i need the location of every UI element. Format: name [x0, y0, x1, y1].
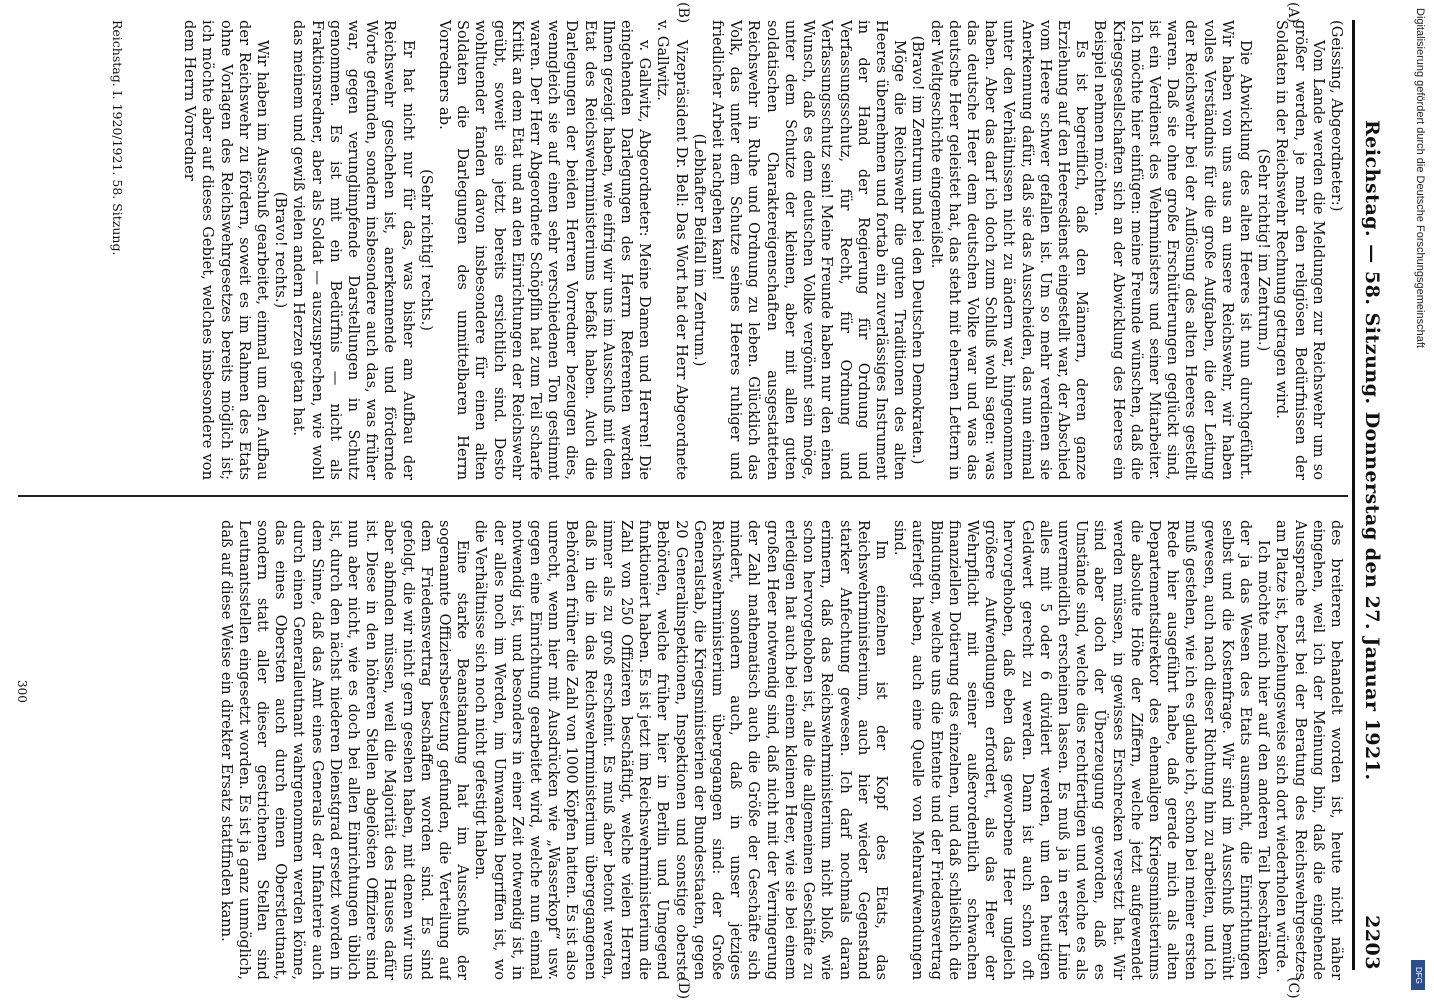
credit-text: Digitalisierung gefördert durch die Deutsche Forschungsgemeinschaft — [1414, 8, 1426, 348]
column-divider — [18, 495, 1348, 497]
paragraph: Die Abwicklung des alten Heeres ist nun durchgeführt. Wir haben von uns aus an unsere Reichswehr, wir haben volles Verständnis für die große Aufgaben, die der Leitung der Reichswehr bei der Auflösung des alten Heeres gestellt waren. Daß sie ohne große Erschütterungen geglückt sind, ist ein Verdienst des Wehrministers und seiner Mitarbeiter. Ich möchte hier einfügen: meine Freunde wünschen, daß die Kriegsgesellschaften sich an der Abwicklung des Heeres ein Beispiel nehmen möchten. — [1091, 20, 1254, 480]
page-footer: Reichstag. I. 1920/1921. 58. Sitzung. — [110, 20, 125, 256]
paragraph: Eine starke Beanstandung hat im Ausschuß der sogenannte Offiziersbesetzung gefunden, die Verteilung auf dem Friedensvertrag beschaffen worden sind. Es sind gefolgt, die wir nicht gern gesehen haben, mit denen wir uns aber abfinden müssen, weil die Majorität des Hauses dafür ist. Diese in den höheren Stellen abgelösten Offiziere sind nun aber nicht, wie es doch bei allen Einrichtungen üblich ist, durch den nächst niederen Dienstgrad ersetzt worden in dem Sinne, daß das Amt eines Generals der Infanterie auch durch einen Generalleutnant wahrgenommen werden könne, das eines Obersten auch durch einen Oberstleutnant, sondern statt aller dieser gestrichenen Stellen sind Leutnantsstellen eingesetzt worden. Es ist ja ganz unmöglich, daß auf diese Weise ein direkter Ersatz stattfinden kann. — [217, 520, 472, 980]
paragraph: Vom Lande werden die Meldungen zur Reichswehr um so größer werden, je mehr den religiösen Bedürfnissen der Soldaten in der Reichswehr Rechnung getragen wird. — [1273, 20, 1327, 480]
paragraph: v. Gallwitz, Abgeordneter: Meine Damen und Herren! Die eingehenden Darlegungen des Herrn Referenten werden Ihnen gezeigt haben, wie eifrig wir uns im Ausschuß mit dem Etat des Reichswehrministeriums befaßt haben. Auch die Darlegungen der beiden Herren Vorredner bezeugen dies, wenngleich sie auf einen sehr verschiedenen Ton gestimmt waren. Der Herr Abgeordnete Schöpflin hat zum Teil scharfe Kritik an dem Etat und an den Einrichtungen der Reichswehr geübt, soweit sie jetzt bereits ersichtlich sind. Desto wohltuender fanden davon insbesondere für einen alten Soldaten die Darlegungen des unmittelbaren Herrn Vorredners ab. — [436, 20, 654, 480]
paragraph: Er hat nicht nur für das, was bisher am Aufbau der Reichswehr geschehen ist, anerkennende und fördernde Worte gefunden, sondern insbesondere auch das, was früher war, gegen verunglimpfende Darstellungen in Schutz genommen. Es ist mit ein Bedürfnis — nicht als Fraktionsredner, aber als Soldat — auszusprechen, wie wohl das meinem und gewiß vielen andern Herzen getan hat. — [290, 20, 417, 480]
interjection: (Sehr richtig! rechts.) — [417, 169, 435, 331]
header-rule — [1352, 20, 1355, 970]
paragraph: Es ist begreiflich, daß den Männern, deren ganze Erziehung auf den Heeresdienst eingestellt war, der Abschied vom Heere schwer gefallen ist. Um so mehr verdienen sie Anerkennung dafür, daß sie das Ausscheiden, das nun einmal unter den Verhältnissen nicht zu ändern war, hingenommen haben. Aber das darf ich doch zum Schluß wohl sagen: was das deutsche Heer dem deutschen Volke war und was das deutsche Heer geleistet hat, das steht mit ehernen Lettern in der Weltgeschichte eingemeißelt. — [927, 20, 1091, 480]
interjection: (Bravo! rechts.) — [272, 191, 290, 309]
margin-mark-c: (C) — [1285, 977, 1301, 999]
interjection: (Bravo! im Zentrum und bei den Deutschen Demokraten.) — [909, 35, 927, 465]
dfg-logo-icon: DFG — [1411, 960, 1425, 990]
left-column — [30, 20, 1345, 480]
side-credit — [1410, 8, 1426, 992]
page-header — [1355, 20, 1385, 970]
paragraph: Möge die Reichswehr die guten Traditionen des alten Heeres übernehmen und fortab ein zuverlässiges Instrument in der Hand der Regierung für Ordnung und Verfassungsschutz, für Recht, für Ordnung und Verfassungsschutz sein! Meine Freunde haben nur den einen Wunsch, daß es dem deutschen Volke vergönnt sein möge, unter dem Schutze der kleinen, aber mit allen guten soldatischen Charaktereigenschaften ausgestatteten Reichswehr in Ruhe und Ordnung zu leben. Glücklich das Volk, das unter dem Schutze seines Heeres ruhiger und friedlicher Arbeit nachgehen kann! — [709, 20, 909, 480]
margin-mark-d: (D) — [675, 977, 691, 1000]
header-page-number: 2203 — [1361, 915, 1383, 970]
right-column — [30, 520, 1345, 980]
interjection: (Lebhafter Beifall im Zentrum.) — [690, 133, 708, 367]
paragraph: Wir haben im Ausschuß gearbeitet, einmal um den Aufbau der Reichswehr zu fördern, soweit es im Rahmen des Etats ohne Vorlagen des Reichswehrgesetzes bereits möglich ist; ich möchte aber auf dieses Gebiet, welches insbesondere von dem Herrn Vorredner — [181, 20, 272, 480]
paragraph: des breiteren behandelt worden ist, heute nicht näher eingehen, weil ich der Meinung bin, daß die eingehende Aussprache erst bei der Beratung des Reichswehrgesetzes am Platze ist, beziehungsweise sich dort wiederholen würde. — [1273, 520, 1345, 980]
margin-mark-a: (A) — [1285, 2, 1301, 24]
paragraph: (Geissing, Abgeordneter:) — [1328, 20, 1345, 212]
paragraph: Im einzelnen ist der Kopf des Etats, das Reichswehrministerium, auch hier wieder Gegenstand starker Anfechtung gewesen. Ich darf nochmals daran erinnern, daß das Reichswehrministerium nicht bloß, wie schon hervorgehoben ist, alle die allgemeinen Geschäfte zu erledigen hat auch bei einem kleinen Heer, wie sie bei einem großen Heer notwendig sind, daß nicht mit der Verringerung der Zahl mathematisch auch die Größe der Geschäfte sich mindert, sondern auch, daß in unser jetziges Reichswehrministerium übergegangen sind: der Große Generalstab, die Kriegsministerien der Bundesstaaten, gegen 20 Generalinspektionen, Inspektionen und sonstige oberste Behörden, welche früher hier in Berlin und Umgegend funktioniert haben. Es ist jetzt im Reichswehrministerium die Zahl von 250 Offizieren beschäftigt, welche vielen Herren immer als zu groß erscheint. Es muß aber betont werden, daß in die in das Reichswehrministerium übergegangenen Behörden früher die Zahl von 1000 Köpfen hatten. Es ist also unrecht, wenn hier mit Ausdrücken wie „Wasserkopf“ usw. gegen eine Einrichtung gearbeitet wird, welche nun einmal notwendig ist, und besonders in einer Zeit notwendig ist, in der alles noch im Werden, im Umwandeln begriffen ist, wo die Verhältnisse sich noch nicht gefestigt haben. — [472, 520, 890, 980]
paragraph: Ich möchte mich hier auf den anderen Teil beschränken, der ja das Wesen des Etats ausmacht, die Einrichtungen selbst und die Kostenfrage. Wir sind im Ausschuß bemüht gewesen, auch nach dieser Richtung hin zu arbeiten, und ich muß gestehen, wie ich es glaube ich, schon bei meiner ersten Rede hier ausgeführt habe, daß gerade mich als alten Departementsdirektor des ehemaligen Kriegsministeriums die absolute Höhe der Ziffern, welche jetzt aufgewendet werden müssen, in gewisses Erschrecken versetzt hat. Wir sind aber doch der Überzeugung geworden, daß es Umstände sind, welche dies rechtfertigen und welche es als unvermeidlich erscheinen lassen. Es muß ja in erster Linie alles mit 5 oder 6 dividiert werden, um den heutigen Geldwert gerecht zu werden. Dann ist auch schon oft hervorgehoben, daß eben das geworbene Heer ungleich größere Aufwendungen erfordert, als das Heer der Wehrpflicht mit seiner außerordentlich schwachen finanziellen Dotierung des einzelnen, und daß schließlich die Bindungen, welche uns die Entente und der Friedensvertrag auferlegt haben, auch eine Quelle von Mehraufwendungen sind. — [891, 520, 1273, 980]
interjection: (Sehr richtig! im Zentrum.) — [1255, 148, 1273, 352]
header-title: Reichstag. — 58. Sitzung. Donnerstag den 27. Januar 1921. — [1361, 120, 1383, 781]
paragraph: Vizepräsident Dr. Bell: Das Wort hat der Herr Abgeordnete v. Gallwitz. — [654, 20, 690, 480]
footer-page-number: 300 — [15, 680, 29, 703]
margin-mark-b: (B) — [675, 2, 691, 24]
